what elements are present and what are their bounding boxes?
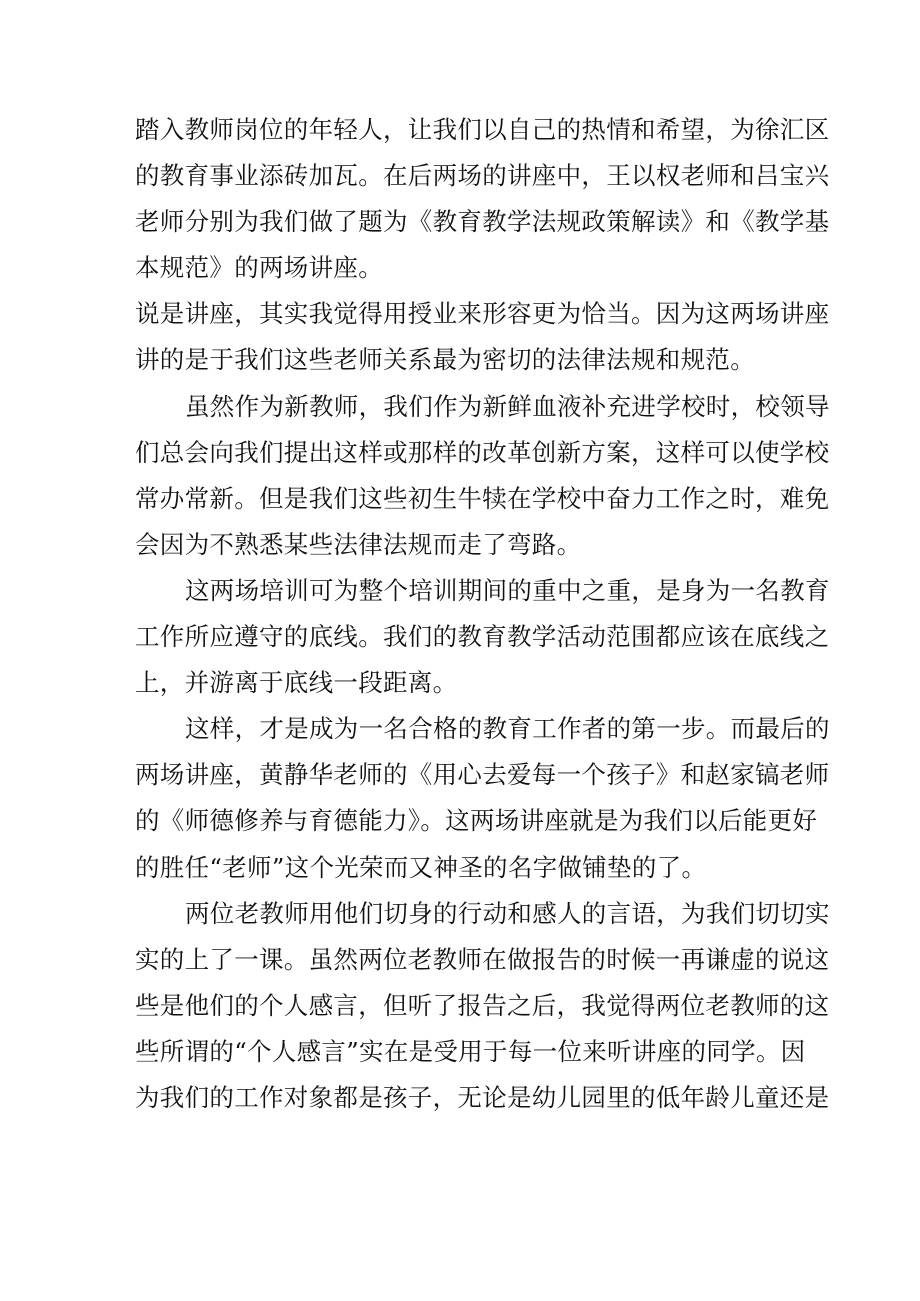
- text-line: 讲的是于我们这些老师关系最为密切的法律法规和规范。: [135, 345, 755, 375]
- text-line: 些所谓的“个人感言”实在是受用于每一位来听讲座的同学。因: [135, 1036, 806, 1066]
- text-line: 会因为不熟悉某些法律法规而走了弯路。: [135, 529, 582, 559]
- paragraph-2: [135, 291, 830, 383]
- text-line: 这样，才是成为一名合格的教育工作者的第一步。而最后的: [185, 714, 830, 744]
- paragraph-6: [135, 891, 830, 1121]
- text-line: 实的上了一课。虽然两位老教师在做报告的时候一再谦虚的说这: [135, 944, 830, 974]
- paragraph-1: [135, 107, 830, 291]
- paragraph-5: [135, 706, 830, 890]
- body-text: [135, 107, 830, 1121]
- text-line: 说是讲座，其实我觉得用授业来形容更为恰当。因为这两场讲座: [135, 299, 830, 329]
- text-line: 为我们的工作对象都是孩子，无论是幼儿园里的低年龄儿童还是: [135, 1082, 830, 1112]
- text-line: 这两场培训可为整个培训期间的重中之重，是身为一名教育: [185, 575, 830, 605]
- text-line: 工作所应遵守的底线。我们的教育教学活动范围都应该在底线之: [135, 622, 830, 652]
- paragraph-3: [135, 384, 830, 568]
- text-line: 的胜任“老师”这个光荣而又神圣的名字做铺垫的了。: [135, 852, 707, 882]
- text-line: 踏入教师岗位的年轻人，让我们以自己的热情和希望，为徐汇区: [135, 115, 830, 144]
- text-line: 们总会向我们提出这样或那样的改革创新方案，这样可以使学校: [135, 437, 830, 467]
- text-line: 的《师德修养与育德能力》。这两场讲座就是为我们以后能更好: [135, 806, 818, 836]
- text-line: 老师分别为我们做了题为《教育教学法规政策解读》和《教学基: [135, 207, 830, 237]
- text-line: 虽然作为新教师，我们作为新鲜血液补充进学校时，校领导: [185, 391, 830, 421]
- paragraph-4: [135, 568, 830, 706]
- text-line: 上，并游离于底线一段距离。: [135, 668, 458, 698]
- text-line: 两场讲座，黄静华老师的《用心去爱每一个孩子》和赵家镐老师: [135, 760, 830, 790]
- text-line: 些是他们的个人感言，但听了报告之后，我觉得两位老教师的这: [135, 990, 830, 1020]
- text-line: 本规范》的两场讲座。: [135, 253, 383, 283]
- text-line: 的教育事业添砖加瓦。在后两场的讲座中，王以权老师和吕宝兴: [135, 161, 830, 191]
- text-line: 常办常新。但是我们这些初生牛犊在学校中奋力工作之时，难免: [135, 483, 830, 513]
- text-line: 两位老教师用他们切身的行动和感人的言语，为我们切切实: [185, 898, 830, 928]
